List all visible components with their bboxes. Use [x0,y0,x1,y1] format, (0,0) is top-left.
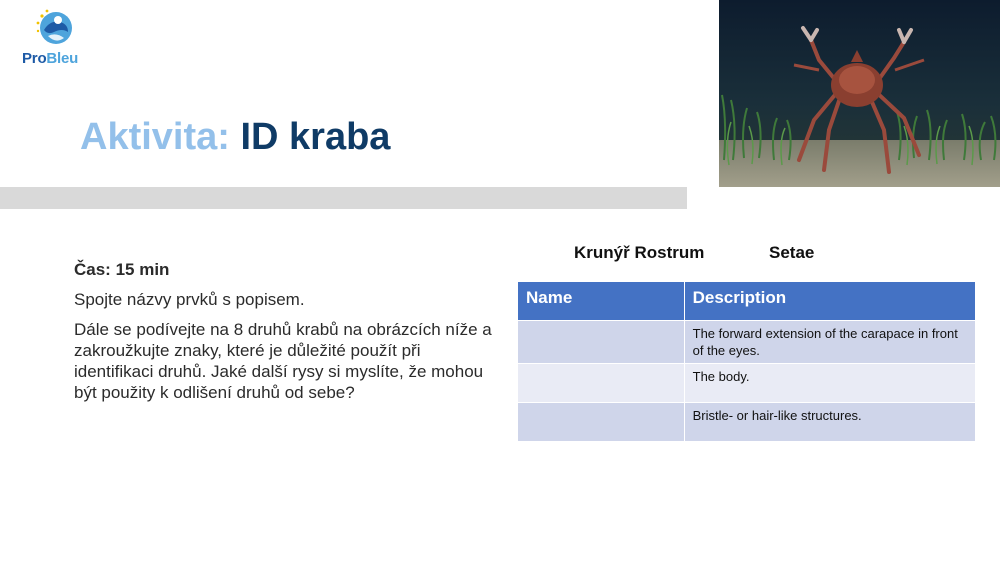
instruction-paragraph-2: Dále se podívejte na 8 druhů krabů na obrázcích níže a zakroužkujte znaky, které je důležité použít při identifikaci druhů. Jaké další rysy si myslíte, že mohou být použity k odlišení druhů od sebe? [74,320,492,402]
name-cell [518,403,685,442]
term-setae: Setae [769,243,815,262]
title-prefix: Aktivita: [80,116,230,158]
title-main: ID kraba [240,116,391,158]
table-row [518,364,976,403]
table-row [518,403,976,442]
instruction-paragraph-1: Spojte názvy prvků s popisem. [74,290,305,309]
spider-crab-photo [719,0,1000,187]
logo-mark-icon [34,8,74,48]
name-cell [518,321,685,364]
logo-text-pro: Pro [22,50,47,67]
page-title [80,116,390,159]
description-cell: Bristle- or hair-like structures. [684,403,975,442]
header-name: Name [518,282,685,321]
name-cell [518,364,685,403]
probleu-logo [22,8,86,66]
logo-wordmark [22,50,92,67]
description-cell: The body. [684,364,975,403]
crab-photo-image [719,0,1000,187]
table-header-row [518,282,976,321]
term-carapace-rostrum: Krunýř Rostrum [574,243,705,262]
activity-instructions [74,259,494,412]
title-underline-bar [0,187,687,209]
description-table [517,281,976,442]
table-row [518,321,976,364]
logo-text-bleu: Bleu [46,50,79,67]
activity-time: Čas: 15 min [74,260,170,279]
description-cell: The forward extension of the carapace in front of the eyes. [684,321,975,364]
header-description: Description [684,282,975,321]
